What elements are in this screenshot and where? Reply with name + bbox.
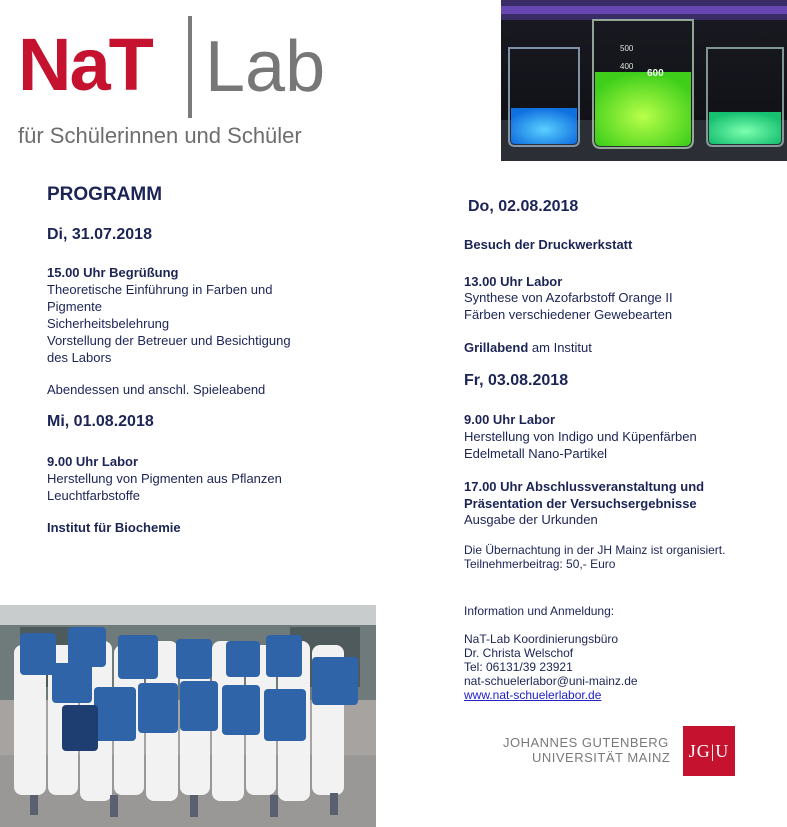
day4-details: [464, 428, 764, 462]
day2-date: Mi, 01.08.2018: [47, 413, 154, 430]
university-name-line2: UNIVERSITÄT MAINZ: [532, 750, 671, 765]
day3-grill: [464, 339, 592, 356]
final-title-line: 17.00 Uhr Abschlussveranstaltung und: [464, 479, 705, 494]
beaker-mark: 400: [620, 62, 634, 71]
day3-date: Do, 02.08.2018: [468, 198, 579, 215]
day4-final-title: [464, 478, 774, 512]
day3-line: Synthese von Azofarbstoff Orange II: [464, 290, 673, 305]
jgu-logo-badge: JG|U: [683, 726, 735, 776]
day1-line: Pigmente: [47, 299, 102, 314]
day1-details: [47, 281, 347, 366]
day1-line: Theoretische Einführung in Farben und: [47, 282, 273, 297]
website-link[interactable]: www.nat-schuelerlabor.de: [464, 688, 602, 702]
day4-line: Edelmetall Nano-Partikel: [464, 446, 608, 461]
logo-nat: NaT: [18, 23, 152, 106]
day1-date: Di, 31.07.2018: [47, 226, 152, 243]
logo-subtitle: für Schülerinnen und Schüler: [18, 123, 302, 148]
day2-details: [47, 470, 347, 504]
note-line: Teilnehmerbeitrag: 50,- Euro: [464, 557, 616, 571]
logo-divider: [188, 16, 192, 118]
final-title-line: Präsentation der Versuchsergebnisse: [464, 496, 697, 511]
day1-line: Vorstellung der Betreuer und Besichtigung: [47, 333, 291, 348]
grill-location: am Institut: [528, 340, 592, 355]
day1-line: Sicherheitsbelehrung: [47, 316, 170, 331]
contact-block: [464, 632, 774, 702]
day4-final-line: Ausgabe der Urkunden: [464, 512, 598, 527]
note-line: Die Übernachtung in der JH Mainz ist organisiert.: [464, 543, 726, 557]
day1-line: des Labors: [47, 350, 112, 365]
contact-line: Dr. Christa Welschof: [464, 646, 574, 660]
day1-time-title: 15.00 Uhr Begrüßung: [47, 265, 179, 280]
university-name-line1: JOHANNES GUTENBERG: [503, 735, 669, 750]
day3-visit: Besuch der Druckwerkstatt: [464, 237, 633, 252]
grill-label: Grillabend: [464, 340, 529, 355]
group-illustration: [0, 605, 376, 827]
day2-time-title: 9.00 Uhr Labor: [47, 454, 139, 469]
day4-date: Fr, 03.08.2018: [464, 372, 569, 389]
day1-evening: Abendessen und anschl. Spieleabend: [47, 382, 266, 397]
day2-line: Herstellung von Pigmenten aus Pflanzen: [47, 471, 282, 486]
day2-line: Leuchtfarbstoffe: [47, 488, 140, 503]
notes: [464, 543, 779, 571]
contact-line: NaT-Lab Koordinierungsbüro: [464, 632, 619, 646]
contact-email[interactable]: nat-schuelerlabor@uni-mainz.de: [464, 674, 638, 688]
contact-line: Tel: 06131/39 23921: [464, 660, 573, 674]
contact-heading: Information und Anmeldung:: [464, 604, 615, 618]
program-title: PROGRAMM: [47, 184, 163, 205]
beakers-illustration: [501, 0, 787, 161]
day4-time-title: 9.00 Uhr Labor: [464, 412, 556, 427]
group-photo: [0, 605, 376, 827]
day3-line: Färben verschiedener Gewebearten: [464, 307, 673, 322]
day4-line: Herstellung von Indigo und Küpenfärben: [464, 429, 697, 444]
day2-institute: Institut für Biochemie: [47, 520, 181, 535]
day3-time-title: 13.00 Uhr Labor: [464, 274, 563, 289]
day3-details: [464, 289, 764, 323]
beakers-photo: [501, 0, 787, 161]
beaker-mark: 600: [647, 68, 664, 79]
logo-lab: Lab: [205, 27, 326, 107]
beaker-mark: 500: [620, 44, 634, 53]
